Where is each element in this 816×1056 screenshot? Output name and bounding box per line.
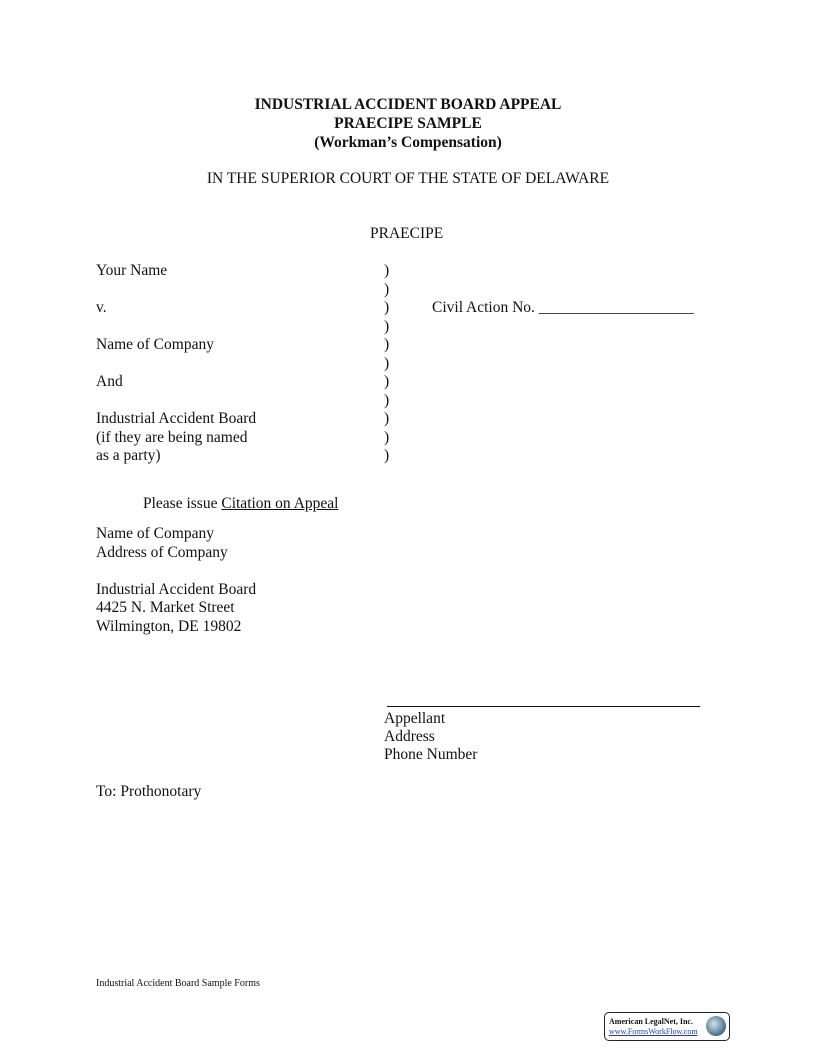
- caption-party-line: Your Name: [96, 262, 168, 279]
- citation-on-appeal: Citation on Appeal: [221, 495, 339, 512]
- sig-phone: Phone Number: [384, 746, 478, 763]
- caption-party-line: (if they are being named: [96, 428, 248, 446]
- logo-company: American LegalNet, Inc.: [609, 1017, 693, 1026]
- caption-paren: ): [384, 354, 390, 372]
- to-prothonotary: To: Prothonotary: [96, 783, 202, 800]
- caption-party-line: Industrial Accident Board: [96, 410, 257, 427]
- logo-url[interactable]: www.FormsWorkFlow.com: [609, 1027, 698, 1036]
- caption-paren: ): [384, 428, 390, 446]
- globe-icon: [706, 1016, 726, 1036]
- title-line-1: INDUSTRIAL ACCIDENT BOARD APPEAL: [254, 96, 562, 113]
- caption-paren: ): [384, 391, 390, 409]
- address-line: Address of Company: [96, 543, 228, 561]
- caption-paren: ): [384, 317, 390, 335]
- footer-text: Industrial Accident Board Sample Forms: [96, 978, 260, 989]
- civil-action-field: Civil Action No. ____________________: [432, 299, 694, 316]
- sig-address: Address: [384, 728, 435, 745]
- title-line-3: (Workman’s Compensation): [314, 134, 502, 151]
- caption-paren: ): [384, 336, 390, 353]
- caption-paren: ): [384, 280, 390, 298]
- address-line: Industrial Accident Board: [96, 580, 257, 598]
- caption-paren: ): [384, 262, 390, 279]
- caption-paren: ): [384, 373, 390, 390]
- caption-party-line: as a party): [96, 447, 161, 464]
- court-heading: IN THE SUPERIOR COURT OF THE STATE OF DELAWARE: [206, 170, 610, 187]
- title-line-2: PRAECIPE SAMPLE: [334, 115, 482, 132]
- caption-party-line: v.: [96, 299, 107, 316]
- caption-paren: ): [384, 447, 390, 464]
- sig-appellant: Appellant: [384, 710, 446, 727]
- address-line: Wilmington, DE 19802: [96, 617, 242, 635]
- address-line: 4425 N. Market Street: [96, 599, 235, 616]
- document-title: PRAECIPE: [370, 225, 444, 242]
- caption-paren: ): [384, 410, 390, 427]
- caption-party-line: Name of Company: [96, 336, 214, 353]
- request-prefix: Please issue: [143, 495, 222, 512]
- signature-line: [387, 706, 700, 707]
- address-line: Name of Company: [96, 525, 214, 542]
- request-line: [143, 495, 338, 513]
- caption-paren: ): [384, 299, 390, 316]
- american-legalnet-logo[interactable]: [604, 1012, 730, 1041]
- caption-party-line: And: [96, 373, 123, 390]
